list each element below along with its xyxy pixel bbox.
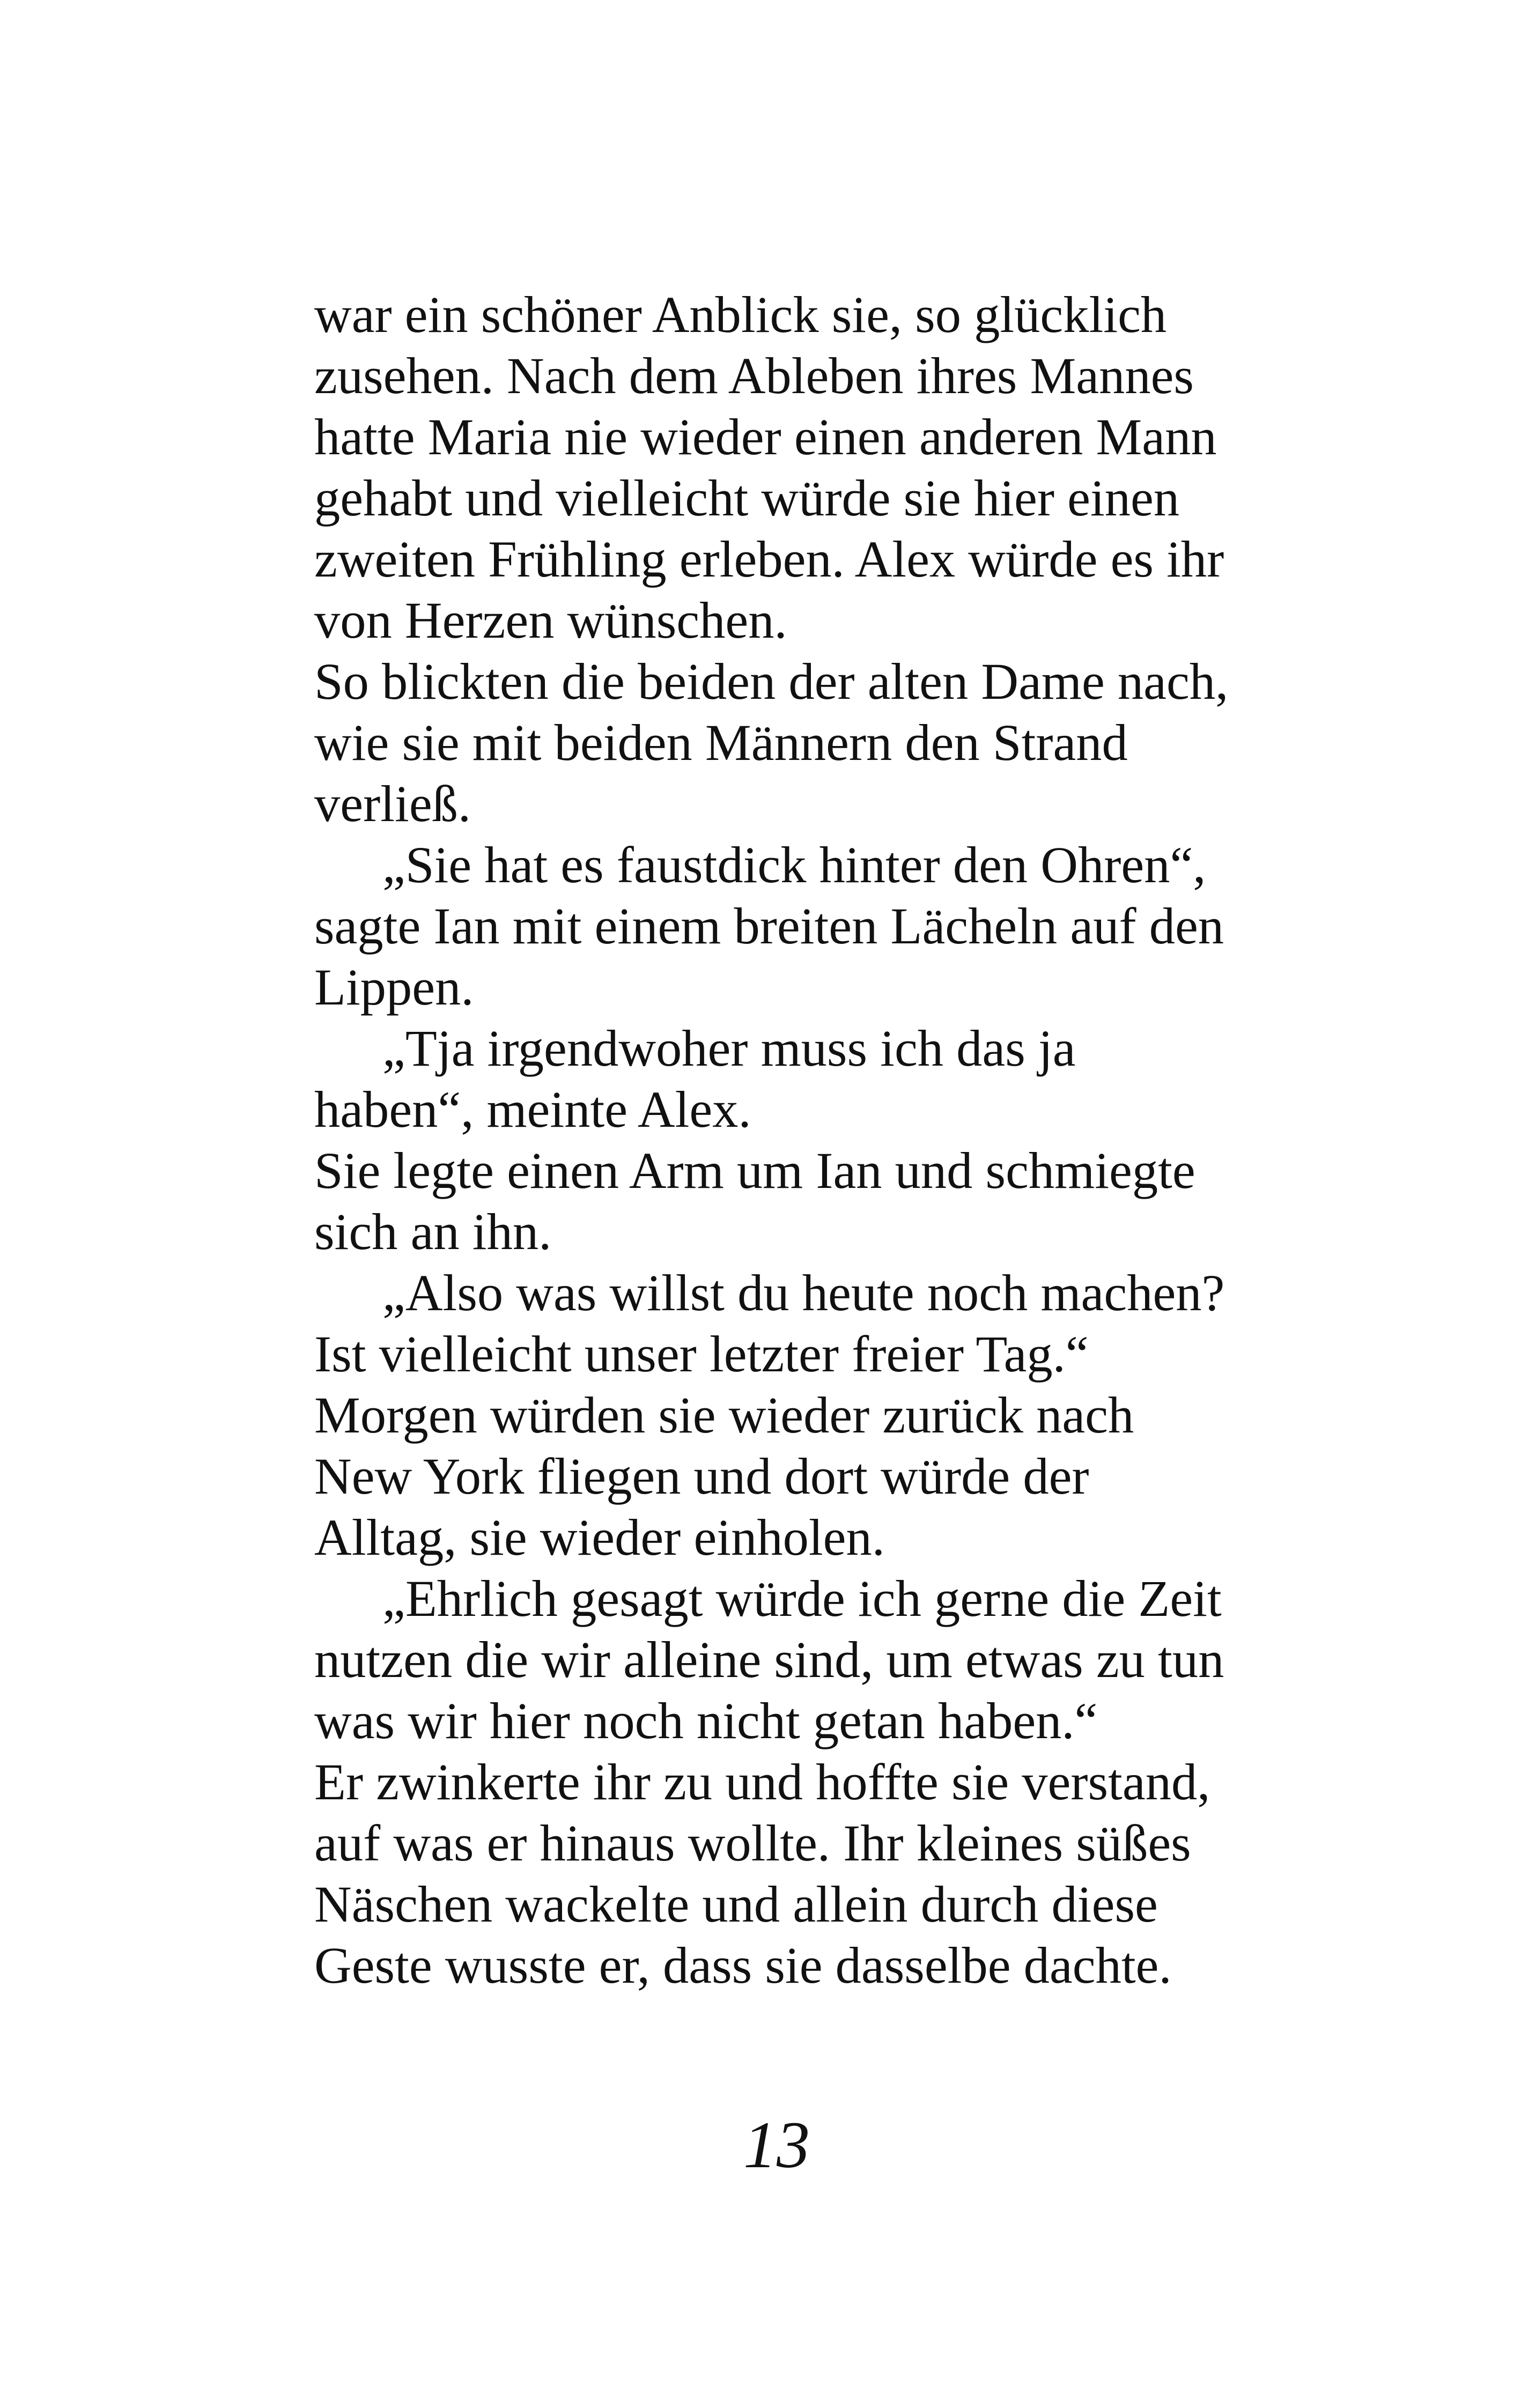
text-line: sich an ihn. — [314, 1203, 552, 1260]
text-line: sagte Ian mit einem breiten Lächeln auf den — [314, 897, 1224, 955]
text-line: Alltag, sie wieder einholen. — [314, 1509, 885, 1566]
text-line: zweiten Frühling erleben. Alex würde es ihr — [314, 530, 1224, 588]
text-line: Ist vielleicht unser letzter freier Tag.“ — [314, 1325, 1089, 1383]
text-line: wie sie mit beiden Männern den Strand — [314, 714, 1128, 771]
text-line: Sie legte einen Arm um Ian und schmiegte — [314, 1142, 1195, 1199]
text-line: von Herzen wünschen. — [314, 592, 787, 649]
text-line: auf was er hinaus wollte. Ihr kleines süßes — [314, 1814, 1191, 1872]
text-line: nutzen die wir alleine sind, um etwas zu tun — [314, 1631, 1224, 1688]
text-line: Morgen würden sie wieder zurück nach — [314, 1386, 1134, 1444]
text-line: zusehen. Nach dem Ableben ihres Mannes — [314, 347, 1194, 404]
text-line: Er zwinkerte ihr zu und hoffte sie verstand, — [314, 1753, 1210, 1811]
text-line: Lippen. — [314, 958, 474, 1016]
text-line: So blickten die beiden der alten Dame nach, — [314, 653, 1229, 710]
text-line: gehabt und vielleicht würde sie hier einen — [314, 469, 1180, 527]
body-text — [314, 284, 1280, 1996]
text-line-indented: „Tja irgendwoher muss ich das ja — [382, 1020, 1076, 1077]
page-number: 13 — [743, 2108, 810, 2182]
text-line: Näschen wackelte und allein durch diese — [314, 1875, 1158, 1933]
text-line: New York fliegen und dort würde der — [314, 1447, 1089, 1505]
text-line: war ein schöner Anblick sie, so glücklich — [314, 286, 1167, 343]
text-line: verließ. — [314, 775, 471, 832]
text-line: haben“, meinte Alex. — [314, 1081, 751, 1138]
text-line: hatte Maria nie wieder einen anderen Mann — [314, 408, 1217, 466]
text-line-indented: „Sie hat es faustdick hinter den Ohren“, — [382, 836, 1206, 893]
text-line: Geste wusste er, dass sie dasselbe dachte. — [314, 1937, 1172, 1994]
text-line-indented: „Also was willst du heute noch machen? — [382, 1264, 1225, 1321]
text-line: was wir hier noch nicht getan haben.“ — [314, 1692, 1098, 1749]
text-line-indented: „Ehrlich gesagt würde ich gerne die Zeit — [382, 1570, 1222, 1627]
